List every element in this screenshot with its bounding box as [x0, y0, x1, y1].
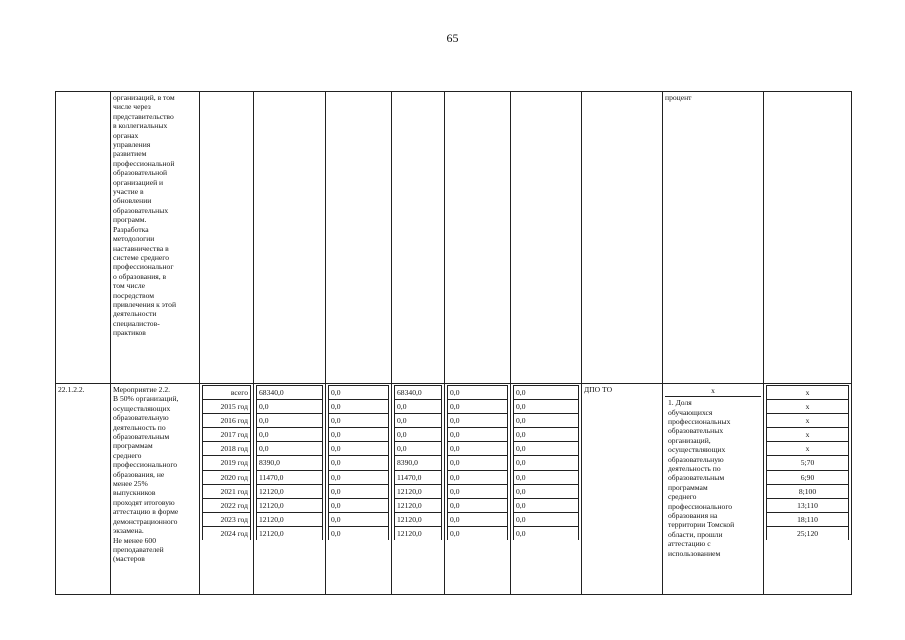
- table-cell: х: [767, 414, 849, 428]
- table-row: [329, 498, 389, 512]
- federal-cell: [326, 384, 392, 595]
- table-cell: 0,0: [329, 428, 389, 442]
- table-cell: 13;110: [767, 498, 849, 512]
- table-cell: 0,0: [257, 442, 323, 456]
- table-cell: 0,0: [448, 470, 508, 484]
- table-row: [329, 526, 389, 540]
- table-cell: 0,0: [329, 512, 389, 526]
- table-cell: 68340,0: [395, 386, 442, 400]
- table-row: [448, 526, 508, 540]
- table-cell: 0,0: [329, 498, 389, 512]
- table-row: [257, 414, 323, 428]
- table-row: [329, 428, 389, 442]
- table-cell: 0,0: [448, 456, 508, 470]
- total-list: [256, 385, 323, 540]
- table-row: [203, 400, 251, 414]
- table-cell: 2017 год: [203, 428, 251, 442]
- table-row: [767, 484, 849, 498]
- table-row: [514, 512, 579, 526]
- table-cell: 0,0: [257, 414, 323, 428]
- table-row: [448, 498, 508, 512]
- table-cell: 2023 год: [203, 512, 251, 526]
- table-cell: 0,0: [514, 484, 579, 498]
- table-row: [395, 414, 442, 428]
- table-row: [257, 428, 323, 442]
- table-row: [203, 414, 251, 428]
- table-row: [767, 498, 849, 512]
- table-cell: 5;70: [767, 456, 849, 470]
- table-cell: 0,0: [514, 414, 579, 428]
- value-cell: [764, 384, 852, 595]
- table-cell: 0,0: [329, 470, 389, 484]
- table-row: [448, 442, 508, 456]
- table-row: [257, 498, 323, 512]
- table-row: [203, 442, 251, 456]
- table-row: [203, 498, 251, 512]
- description-cell: [111, 384, 200, 595]
- table-cell: 0,0: [514, 386, 579, 400]
- table-row: [448, 414, 508, 428]
- number-cell: [56, 92, 111, 384]
- federal-list: [328, 385, 389, 540]
- table-row: [767, 470, 849, 484]
- table-cell: 0,0: [395, 428, 442, 442]
- indicator-cell: [663, 92, 764, 384]
- table-cell: 12120,0: [257, 498, 323, 512]
- table-cell: 2016 год: [203, 414, 251, 428]
- table-row: [329, 470, 389, 484]
- local-cell: [445, 92, 511, 384]
- table-row: [767, 428, 849, 442]
- table-row: [767, 442, 849, 456]
- table-row: [329, 442, 389, 456]
- table-cell: 25;120: [767, 526, 849, 540]
- table-cell: 0,0: [448, 512, 508, 526]
- table-row: [448, 512, 508, 526]
- table-cell: 0,0: [395, 400, 442, 414]
- table-cell: 0,0: [329, 386, 389, 400]
- table-row: [514, 456, 579, 470]
- other-cell: [511, 92, 582, 384]
- values-list: [766, 385, 849, 540]
- table-cell: 0,0: [257, 428, 323, 442]
- table-cell: 0,0: [514, 456, 579, 470]
- description-cell: [111, 92, 200, 384]
- table-cell: всего: [203, 386, 251, 400]
- table-cell: 8390,0: [395, 456, 442, 470]
- table-row: [257, 400, 323, 414]
- table-cell: 2015 год: [203, 400, 251, 414]
- table-row: [395, 400, 442, 414]
- table-cell: х: [767, 386, 849, 400]
- table-cell: 0,0: [448, 498, 508, 512]
- table-row: [203, 470, 251, 484]
- table-cell: 0,0: [514, 498, 579, 512]
- value-cell: [764, 92, 852, 384]
- table-row: [395, 442, 442, 456]
- table-cell: 68340,0: [257, 386, 323, 400]
- table-row: [329, 456, 389, 470]
- table-row: [56, 92, 852, 384]
- table-cell: 0,0: [448, 400, 508, 414]
- table-cell: 12120,0: [257, 526, 323, 540]
- table-row: [203, 512, 251, 526]
- table-cell: 0,0: [448, 428, 508, 442]
- table-cell: 0,0: [448, 414, 508, 428]
- table-row: [448, 428, 508, 442]
- table-cell: 0,0: [395, 442, 442, 456]
- table-cell: 0,0: [514, 400, 579, 414]
- table-cell: 0,0: [448, 442, 508, 456]
- indicator-cell: [663, 384, 764, 595]
- table-cell: 12120,0: [395, 512, 442, 526]
- table-row: [514, 484, 579, 498]
- table-cell: 0,0: [329, 456, 389, 470]
- table-row: [395, 456, 442, 470]
- table-row: [203, 456, 251, 470]
- table-row: [56, 384, 852, 595]
- table-row: [395, 498, 442, 512]
- regional-cell: [392, 384, 445, 595]
- table-cell: 0,0: [448, 484, 508, 498]
- table-cell: 18;110: [767, 512, 849, 526]
- regional-cell: [392, 92, 445, 384]
- executor-cell: [582, 92, 663, 384]
- table-row: [767, 414, 849, 428]
- table-row: [329, 414, 389, 428]
- table-row: [329, 400, 389, 414]
- table-row: [395, 428, 442, 442]
- table-row: [203, 386, 251, 400]
- table-row: [203, 526, 251, 540]
- table-row: [448, 386, 508, 400]
- table-cell: 12120,0: [257, 512, 323, 526]
- description-text: организаций, в том числе через представительство в коллегиальных органах управления развитием профессиональной образовательной организацией и участие в обновлении образовательных программ. Разработка методологии наставничества в системе среднего профессиональног о образования, в том числе посредством привлечения к этой деятельности специалистов- практиков: [113, 93, 177, 338]
- table-cell: 2022 год: [203, 498, 251, 512]
- table-row: [257, 386, 323, 400]
- table-cell: х: [767, 442, 849, 456]
- table-cell: 0,0: [329, 400, 389, 414]
- year-cell: [200, 384, 254, 595]
- table-row: [448, 456, 508, 470]
- item-number: 22.1.2.2.: [58, 385, 85, 394]
- table-row: [257, 512, 323, 526]
- local-list: [447, 385, 508, 540]
- table-cell: 12120,0: [395, 498, 442, 512]
- table-cell: 0,0: [257, 400, 323, 414]
- table-cell: 2019 год: [203, 456, 251, 470]
- program-table: [55, 91, 852, 595]
- table-row: [395, 470, 442, 484]
- table-cell: 0,0: [514, 526, 579, 540]
- table-row: [257, 442, 323, 456]
- table-cell: 12120,0: [257, 484, 323, 498]
- table-cell: 11470,0: [257, 470, 323, 484]
- table-cell: 0,0: [329, 442, 389, 456]
- other-cell: [511, 384, 582, 595]
- table-row: [257, 456, 323, 470]
- years-list: [202, 385, 251, 540]
- table-row: [448, 470, 508, 484]
- table-cell: 0,0: [329, 414, 389, 428]
- table-cell: 0,0: [448, 526, 508, 540]
- indicator-header: х: [665, 385, 761, 397]
- year-cell: [200, 92, 254, 384]
- table-row: [203, 484, 251, 498]
- page-number: 65: [446, 31, 459, 45]
- table-row: [514, 442, 579, 456]
- table-row: [514, 386, 579, 400]
- table-cell: 0,0: [329, 484, 389, 498]
- table-cell: 0,0: [514, 470, 579, 484]
- table-cell: 0,0: [448, 386, 508, 400]
- table-row: [514, 498, 579, 512]
- table-row: [395, 526, 442, 540]
- table-cell: 2021 год: [203, 484, 251, 498]
- table-cell: 0,0: [514, 512, 579, 526]
- total-cell: [254, 92, 326, 384]
- table-cell: 2018 год: [203, 442, 251, 456]
- table-row: [395, 386, 442, 400]
- table-cell: х: [767, 428, 849, 442]
- description-text: Мероприятие 2.2. В 50% организаций, осуществляющих образовательную деятельность по образовательным программам среднего профессионального образования, не менее 25% выпускников проходят итоговую аттестацию в форме демонстрационного экзамена. Не менее 600 преподавателей (мастеров: [113, 385, 179, 564]
- table-row: [257, 484, 323, 498]
- table-cell: 11470,0: [395, 470, 442, 484]
- unit-text: процент: [665, 93, 692, 102]
- table-row: [329, 484, 389, 498]
- table-row: [395, 484, 442, 498]
- local-cell: [445, 384, 511, 595]
- table-cell: 12120,0: [395, 484, 442, 498]
- table-cell: 12120,0: [395, 526, 442, 540]
- table-cell: 8;100: [767, 484, 849, 498]
- table-cell: 0,0: [395, 414, 442, 428]
- table-cell: х: [767, 400, 849, 414]
- table-row: [767, 400, 849, 414]
- table-row: [329, 512, 389, 526]
- other-list: [513, 385, 579, 540]
- table-row: [448, 400, 508, 414]
- federal-cell: [326, 92, 392, 384]
- table-row: [767, 512, 849, 526]
- table-row: [257, 526, 323, 540]
- executor-text: ДПО ТО: [584, 385, 613, 394]
- table-row: [514, 526, 579, 540]
- table-cell: 2020 год: [203, 470, 251, 484]
- regional-list: [394, 385, 442, 540]
- table-row: [767, 386, 849, 400]
- table-cell: 0,0: [329, 526, 389, 540]
- table-row: [448, 484, 508, 498]
- table-cell: 0,0: [514, 442, 579, 456]
- table-cell: 6;90: [767, 470, 849, 484]
- table-row: [257, 470, 323, 484]
- table-row: [767, 526, 849, 540]
- table-row: [514, 428, 579, 442]
- table-row: [395, 512, 442, 526]
- number-cell: [56, 384, 111, 595]
- total-cell: [254, 384, 326, 595]
- table-cell: 0,0: [514, 428, 579, 442]
- table-cell: 2024 год: [203, 526, 251, 540]
- indicator-text: 1. Доля обучающихся профессиональных образовательных организаций, осуществляющих образовательную деятельность по образовательным программам среднего профессионального образования на территории Томской области, прошли аттестацию с использованием: [668, 398, 735, 558]
- table-cell: 8390,0: [257, 456, 323, 470]
- table-row: [514, 414, 579, 428]
- table-row: [514, 400, 579, 414]
- table-row: [514, 470, 579, 484]
- executor-cell: [582, 384, 663, 595]
- table-row: [329, 386, 389, 400]
- table-row: [767, 456, 849, 470]
- table-row: [203, 428, 251, 442]
